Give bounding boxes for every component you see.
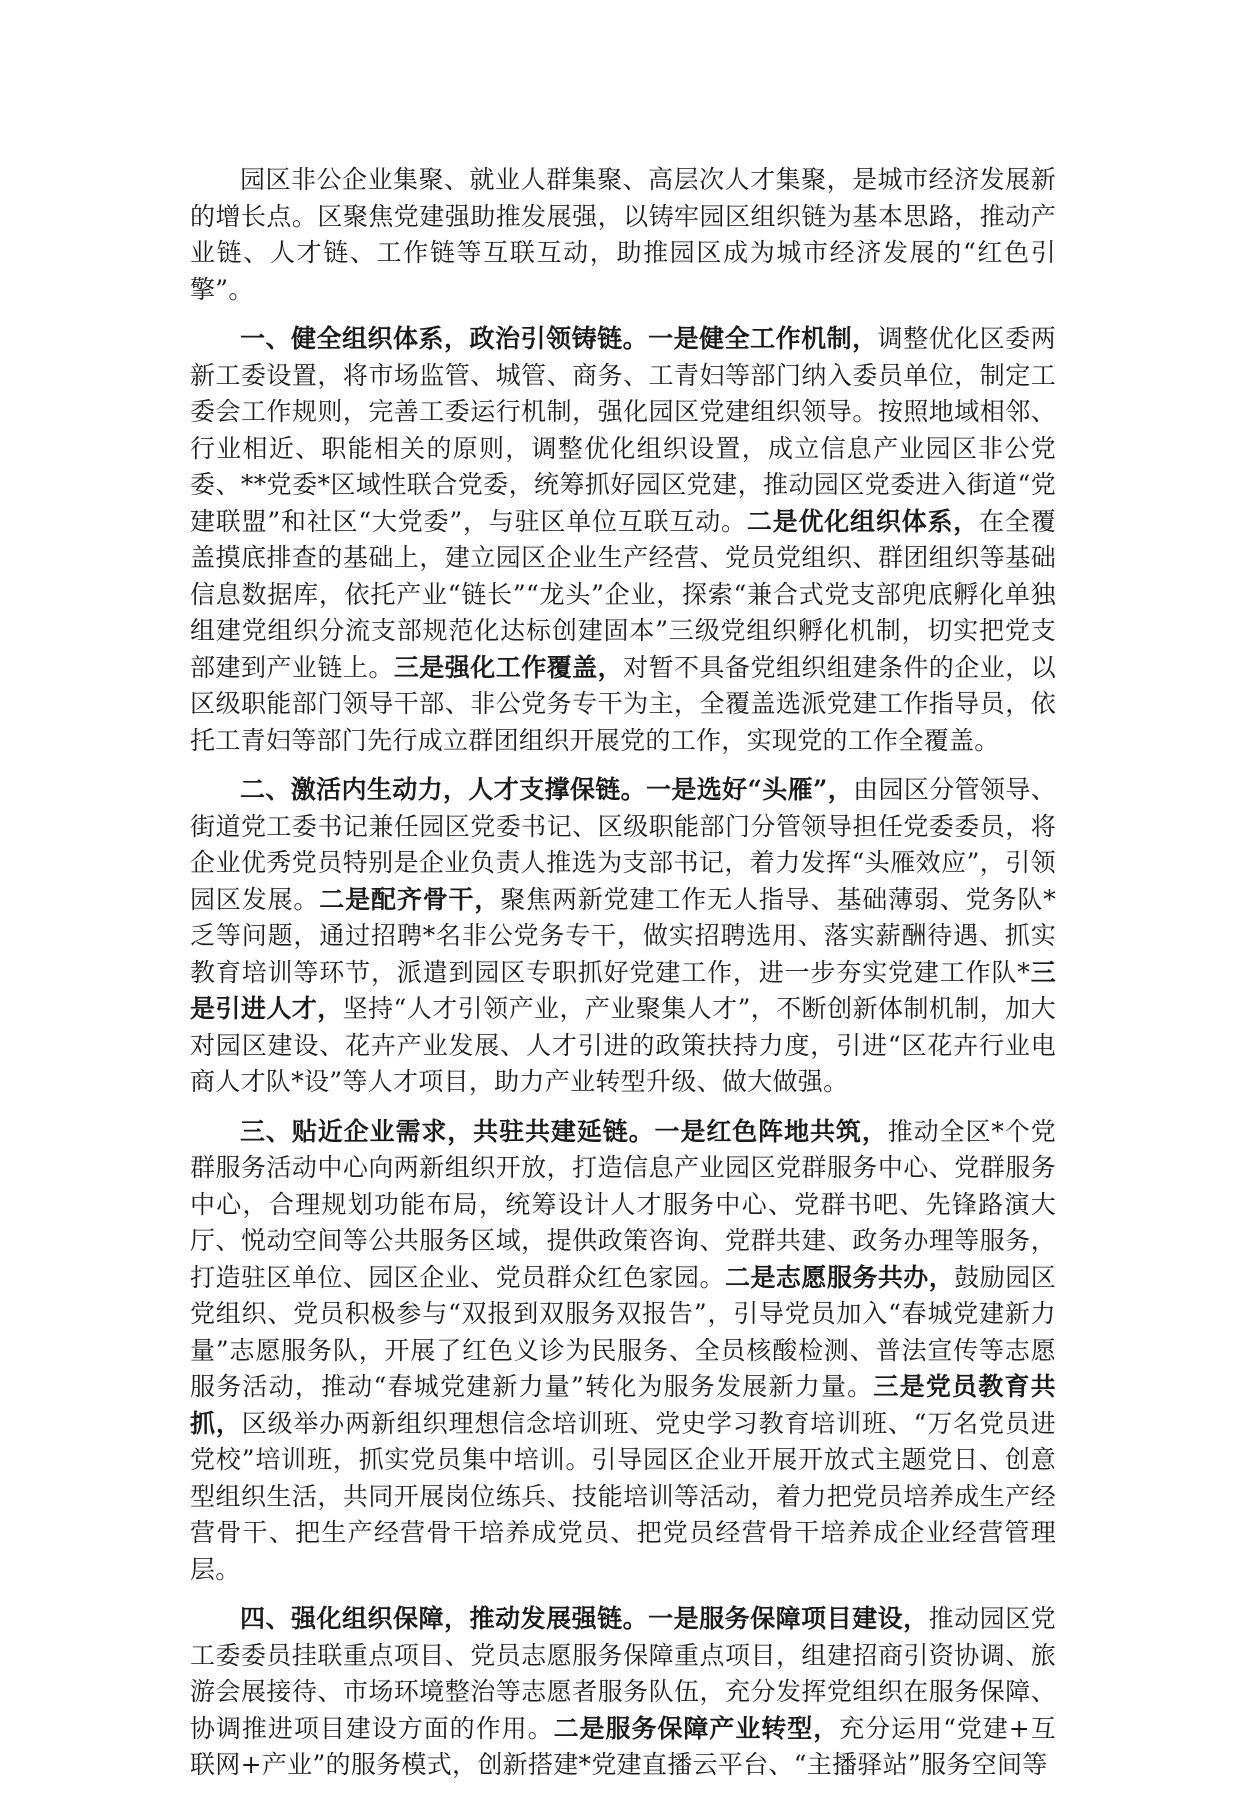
section-3-point-2-text: 鼓励园区党组织、党员积极参与“双报到双服务双报告”，引导党员加入“春城党建新力量”志愿服务队，开展了红色义诊为民服务、全员核酸检测、普法宣传等志愿服务活动，推动“春城党建新力量”转化为服务发展新力量。 — [190, 1262, 1056, 1401]
section-3-point-1-text: 推动全区*个党群服务活动中心向两新组织开放，打造信息产业园区党群服务中心、党群服务中心，合理规划功能布局，统筹设计人才服务中心、党群书吧、先锋路演大厅、悦动空间等公共服务区域，提供政策咨询、党群共建、政务办理等服务，打造驻区单位、园区企业、党员群众红色家园。 — [190, 1116, 1056, 1292]
section-4-point-2-text: 充分运用“党建+互联网+产业”的服务模式，创新搭建*党建直播云平台、“主播驿站”服务空间等 — [190, 1713, 1056, 1779]
section-1-heading: 一、健全组织体系，政治引领铸链。 — [240, 324, 649, 353]
section-1-point-3-text: 对暂不具备党组织组建条件的企业，以区级职能部门领导干部、非公党务专干为主，全覆盖选派党建工作指导员，依托工青妇等部门先行成立群团组织开展党的工作，实现党的工作全覆盖。 — [190, 652, 1056, 755]
section-3-point-3-label: 三是党员教育共抓， — [190, 1372, 1056, 1438]
section-4-point-2-label: 二是服务保障产业转型， — [553, 1713, 840, 1743]
section-2-point-2-label: 二是配齐骨干， — [319, 884, 501, 914]
section-4-paragraph — [190, 1601, 1056, 1784]
section-2-point-1-label: 一是选好“头雁”， — [645, 775, 854, 804]
section-2-point-3-label: 三是引进人才， — [190, 957, 1056, 1023]
section-4-point-1-label: 一是服务保障项目建设， — [648, 1604, 929, 1633]
section-2-heading: 二、激活内生动力，人才支撑保链。 — [240, 775, 646, 804]
section-4-heading: 四、强化组织保障，推动发展强链。 — [240, 1604, 649, 1633]
section-2-point-1-text: 由园区分管领导、街道党工委书记兼任园区党委书记、区级职能部门分管领导担任党委委员，将企业优秀党员特别是企业负责人推选为支部书记，着力发挥“头雁效应”，引领园区发展。 — [190, 775, 1057, 914]
section-3-point-3-text: 区级举办两新组织理想信念培训班、党史学习教育培训班、“万名党员进党校”培训班，抓实党员集中培训。引导园区企业开展开放式主题党日、创意型组织生活，共同开展岗位练兵、技能培训等活动，着力把党员培养成生产经营骨干、把生产经营骨干培养成党员、把党员经营骨干培养成企业经营管理层。 — [190, 1408, 1056, 1584]
section-3-point-2-label: 二是志愿服务共办， — [724, 1262, 955, 1292]
section-2-point-3-text: 坚持“人才引领产业，产业聚集人才”，不断创新体制机制，加大对园区建设、花卉产业发展、人才引进的政策扶持力度，引进“区花卉行业电商人才队*设”等人才项目，助力产业转型升级、做大做强。 — [190, 994, 1056, 1096]
section-3-paragraph — [190, 1114, 1056, 1589]
section-4-point-1-text: 推动园区党工委委员挂联重点项目、党员志愿服务保障重点项目，组建招商引资协调、旅游会展接待、市场环境整治等志愿者服务队伍，充分发挥党组织在服务保障、协调推进项目建设方面的作用。 — [190, 1604, 1056, 1743]
section-3-heading: 三、贴近企业需求，共驻共建延链。 — [240, 1116, 655, 1146]
section-1-point-2-text: 在全覆盖摸底排查的基础上，建立园区企业生产经营、党员党组织、群团组织等基础信息数据库，依托产业“链长”“龙头”企业，探索“兼合式党支部兜底孵化单独组建党组织分流支部规范化达标创建固本”三级党组织孵化机制，切实把党支部建到产业链上。 — [190, 506, 1057, 682]
section-1-point-2-label: 二是优化组织体系， — [746, 506, 980, 536]
section-2-paragraph — [190, 772, 1056, 1101]
section-1-point-3-label: 三是强化工作覆盖， — [393, 652, 624, 682]
intro-paragraph: 园区非公企业集聚、就业人群集聚、高层次人才集聚，是城市经济发展新的增长点。区聚焦党建强助推发展强，以铸牢园区组织链为基本思路，推动产业链、人才链、工作链等互联互动，助推园区成为城市经济发展的“红色引擎”。 — [190, 165, 1056, 304]
section-3-point-1-label: 一是红色阵地共筑， — [654, 1116, 888, 1146]
section-1-point-1-label: 一是健全工作机制， — [648, 324, 878, 353]
document-page — [190, 162, 1056, 1797]
section-2-point-2-text: 聚焦两新党建工作无人指导、基础薄弱、党务队*乏等问题，通过招聘*名非公党务专干，做实招聘选用、落实薪酬待遇、抓实教育培训等环节，派遣到园区专职抓好党建工作，进一步夯实党建工作队* — [190, 884, 1056, 987]
section-1-paragraph — [190, 321, 1056, 759]
section-1-point-1-text: 调整优化区委两新工委设置，将市场监管、城管、商务、工青妇等部门纳入委员单位，制定工委会工作规则，完善工委运行机制，强化园区党建组织领导。按照地域相邻、行业相近、职能相关的原则，调整优化组织设置，成立信息产业园区非公党委、**党委*区域性联合党委，统筹抓好园区党建，推动园区党委进入街道“党建联盟”和社区“大党委”，与驻区单位互联互动。 — [190, 324, 1056, 536]
